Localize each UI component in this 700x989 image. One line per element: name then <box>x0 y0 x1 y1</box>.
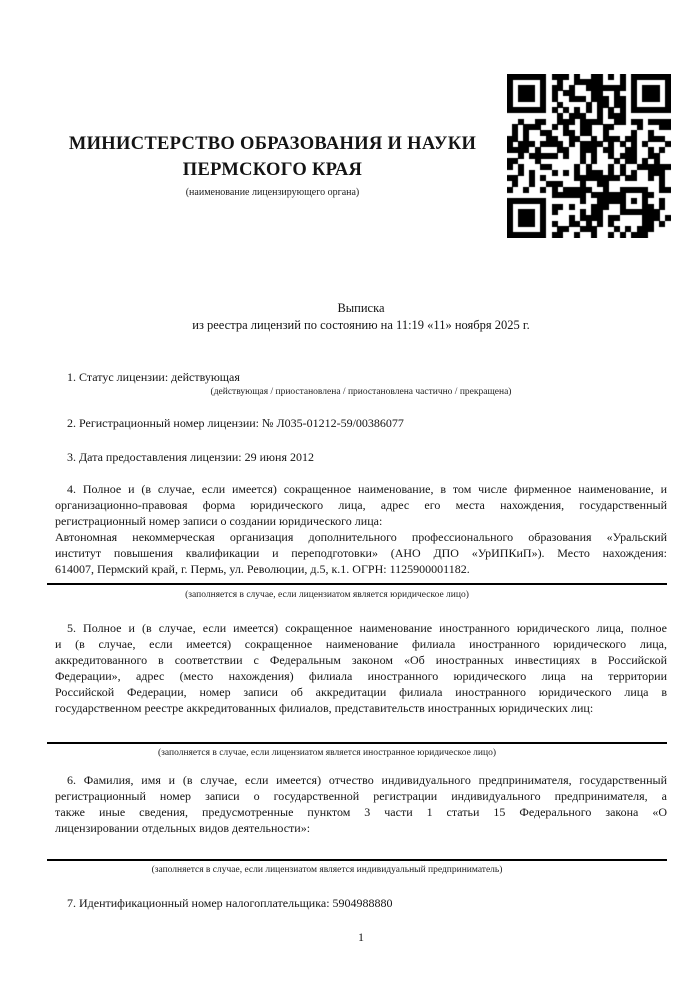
fill-in-rule <box>47 583 667 585</box>
item-5-question-line: 5. Полное и (в случае, если имеется) сокращенное наименование иностранного юридического лица, полное <box>67 621 667 635</box>
ministry-header <box>55 131 490 199</box>
ministry-name-line1: МИНИСТЕРСТВО ОБРАЗОВАНИЯ И НАУКИ <box>68 134 477 154</box>
document-title: Выписка <box>337 301 385 315</box>
item-5-question-line: Федерации», адрес (место нахождения) филиала иностранного юридического лица на территории <box>55 669 667 683</box>
qr-code-icon <box>507 74 671 238</box>
fill-in-rule <box>47 742 667 744</box>
item-3-grant-date: 3. Дата предоставления лицензии: 29 июня 2012 <box>67 450 314 464</box>
page-number: 1 <box>358 930 364 944</box>
item-4-question-line: 4. Полное и (в случае, если имеется) сокращенное наименование, в том числе фирменное наименование, и <box>67 482 667 496</box>
item-5-question-line: Российской Федерации, номер записи об аккредитации филиала иностранного юридического лица в <box>55 685 667 699</box>
fill-in-rule <box>47 859 667 861</box>
item-5-question-line: и (в случае, если имеется) сокращенное наименование филиала иностранного юридического лица, <box>55 637 667 651</box>
item-4-legal-entity-block <box>55 481 667 601</box>
item-4-question-line: регистрационный номер записи о создании юридического лица: <box>55 514 383 528</box>
item-4-answer-line: Автономная некоммерческая организация дополнительного профессионального образования «Уральский <box>55 530 667 544</box>
document-date-line: из реестра лицензий по состоянию на 11:19 «11» ноября 2025 г. <box>192 317 530 332</box>
item-2-registration-number: 2. Регистрационный номер лицензии: № Л035-01212-59/00386077 <box>67 416 404 430</box>
ministry-name-line2: ПЕРМСКОГО КРАЯ <box>182 160 363 180</box>
item-6-question-line: лицензировании отдельных видов деятельности»: <box>55 821 311 835</box>
item-4-caption: (заполняется в случае, если лицензиатом является юридическое лицо) <box>185 590 469 600</box>
item-1-caption: (действующая / приостановлена / приостановлена частично / прекращена) <box>210 387 512 397</box>
item-5-question-line: аккредитованного в соответствии с Федеральным законом «Об иностранных инвестициях в Российской <box>55 653 667 667</box>
item-6-question-line: 6. Фамилия, имя и (в случае, если имеется) отчество индивидуального предпринимателя, государственный <box>67 773 667 787</box>
item-6-question-line: также иные сведения, предусмотренные пунктом 3 части 1 статьи 15 Федерального закона «О <box>55 805 667 819</box>
item-5-foreign-entity-block <box>55 620 667 759</box>
item-4-answer-line: 614007, Пермский край, г. Пермь, ул. Революции, д.5, к.1. ОГРН: 1125900001182. <box>55 562 470 576</box>
licensing-authority-caption: (наименование лицензирующего органа) <box>185 187 360 198</box>
item-6-question-line: регистрационный номер записи о государственной регистрации индивидуального предпринимателя, а <box>55 789 667 803</box>
item-1-license-status: 1. Статус лицензии: действующая <box>67 370 240 384</box>
document-title-block <box>55 300 667 333</box>
item-4-answer-line: институт повышения квалификации и переподготовки» (АНО ДПО «УрИПКиП»). Место нахождения: <box>55 546 667 560</box>
item-5-caption: (заполняется в случае, если лицензиатом является иностранное юридическое лицо) <box>158 748 496 758</box>
item-6-caption: (заполняется в случае, если лицензиатом является индивидуальный предприниматель) <box>151 865 503 875</box>
item-6-entrepreneur-block <box>55 772 667 876</box>
item-7-taxpayer-id: 7. Идентификационный номер налогоплательщика: 5904988880 <box>67 896 393 910</box>
item-5-question-line: государственном реестре аккредитованных филиалов, представительств иностранных юридических лиц: <box>55 701 594 715</box>
item-4-question-line: организационно-правовая форма юридического лица, адрес его места нахождения, государственный <box>55 498 667 512</box>
